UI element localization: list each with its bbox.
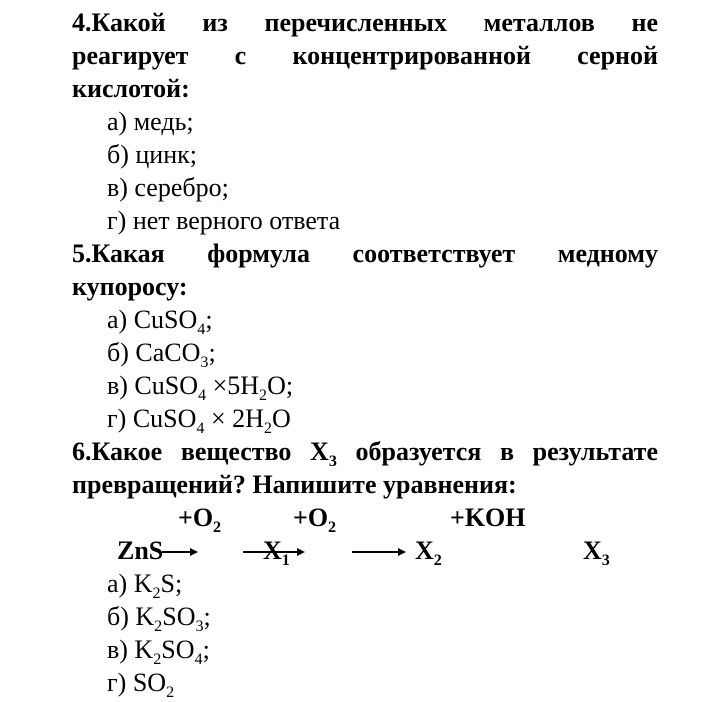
scheme-reagent-o2-1: $+O_2$ bbox=[178, 503, 222, 537]
question-5 bbox=[72, 237, 658, 438]
question-4-title-line-3: кислотой: bbox=[72, 74, 190, 103]
scheme-reagent-o2-2: $+O_2$ bbox=[293, 503, 337, 537]
question-5-option-b: б) CaCO$_3$; bbox=[107, 338, 216, 372]
scheme-species-x3: $X_3$ bbox=[583, 536, 610, 570]
question-4-title-line-1: 4.Какой из перечисленных металлов не bbox=[72, 8, 658, 37]
question-6-option-v: в) $K_2SO_4$; bbox=[107, 635, 210, 669]
question-5-title-line-2: купоросу: bbox=[72, 272, 188, 301]
question-5-option-g: г) CuSO$_4$ × $2H_2O$ bbox=[107, 404, 291, 438]
question-6-option-a: а) $K_2S$; bbox=[107, 569, 183, 603]
question-6 bbox=[72, 435, 658, 702]
scheme-reagent-koh: +KOH bbox=[450, 503, 526, 532]
scheme-species-zns: ZnS bbox=[117, 536, 164, 565]
question-4-title-line-2: реагирует с концентрированной серной bbox=[72, 41, 658, 70]
scheme-species-x2: $X_2$ bbox=[415, 536, 442, 570]
question-6-title-line-2: превращений? Напишите уравнения: bbox=[72, 470, 517, 499]
question-4-option-g: г) нет верного ответа bbox=[107, 206, 341, 235]
arrow-right-icon bbox=[243, 547, 305, 557]
reaction-scheme bbox=[72, 501, 658, 570]
question-4-option-v: в) серебро; bbox=[107, 173, 229, 202]
question-6-option-g: г) $SO_2$ bbox=[107, 668, 175, 702]
arrow-right-icon bbox=[352, 547, 406, 557]
arrow-right-icon bbox=[162, 547, 198, 557]
question-6-option-b: б) $K_2SO_3$; bbox=[107, 602, 211, 636]
question-5-title-line-1: 5.Какая формула соответствует медному bbox=[72, 239, 658, 268]
scheme-species-x1: $X_1$ bbox=[263, 536, 290, 570]
question-5-option-a: а) CuSO$_4$; bbox=[107, 305, 213, 339]
question-4-option-a: а) медь; bbox=[107, 107, 194, 136]
question-4-option-b: б) цинк; bbox=[107, 140, 197, 169]
question-5-option-v: в) CuSO$_4$ $\times 5H_2O$; bbox=[107, 371, 294, 405]
question-4 bbox=[72, 6, 658, 237]
question-6-title-line-1: 6.Какое вещество $X_3$ образуется в результате bbox=[72, 437, 658, 471]
